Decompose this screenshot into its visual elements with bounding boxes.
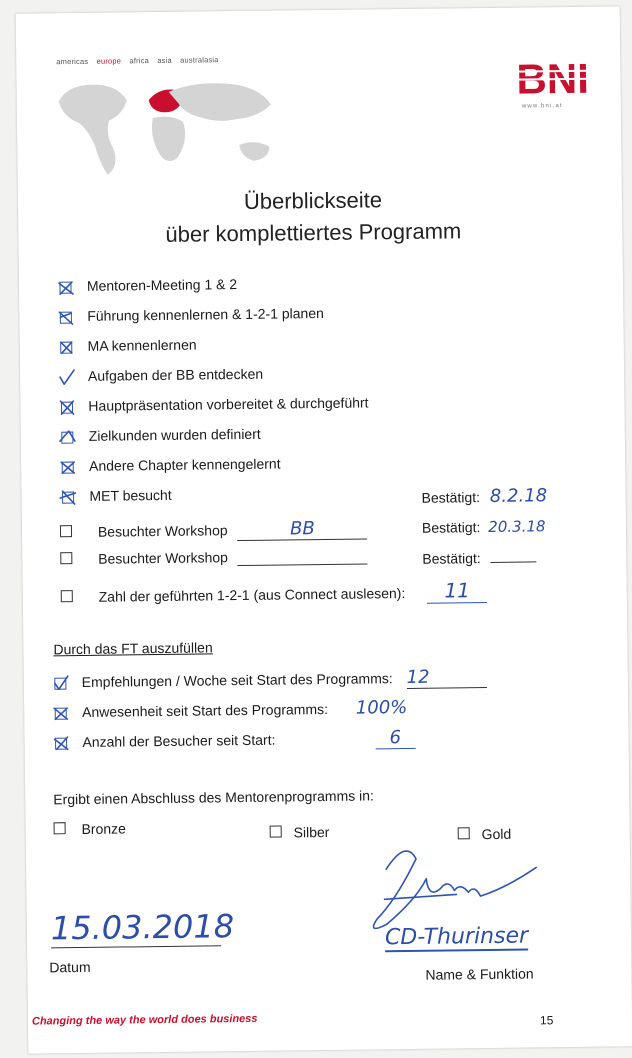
region-americas: americas (56, 56, 89, 67)
checkbox-checked-icon[interactable] (52, 735, 70, 751)
checkbox-icon[interactable] (60, 525, 72, 537)
workshop-label: Besuchter Workshop (98, 549, 229, 567)
checklist-label: MA kennenlernen (87, 336, 197, 354)
page-title-line1: Überblickseite (243, 187, 383, 214)
checklist-item[interactable] (58, 337, 197, 356)
checkbox-icon[interactable] (270, 826, 282, 838)
logo-text: BNI (516, 54, 590, 103)
region-europe: europe (96, 56, 122, 66)
checkbox-checked-icon[interactable] (58, 369, 76, 385)
workshop-value: BB (289, 518, 315, 540)
checkbox-checked-icon[interactable] (57, 309, 75, 325)
checklist-item[interactable] (59, 487, 171, 506)
checklist-label: Zielkunden wurden definiert (88, 425, 261, 444)
checkbox-icon[interactable] (54, 822, 66, 834)
bni-logo (510, 49, 591, 104)
one-to-one-label: Zahl der geführten 1-2-1 (aus Connect auslesen): (98, 585, 406, 605)
checkbox-checked-icon[interactable] (52, 675, 70, 691)
world-map-image (48, 68, 285, 181)
confirmed-label: Bestätigt: (421, 519, 481, 536)
date-label: Datum (49, 958, 91, 976)
date-value: 15.03.2018 (50, 907, 235, 948)
checkbox-checked-icon[interactable] (59, 489, 77, 505)
checklist-item[interactable] (58, 394, 368, 415)
workshop1-confirmation (422, 517, 546, 537)
workshop-input[interactable] (238, 547, 368, 566)
name-label: Name & Funktion (425, 965, 534, 983)
checklist-label: Mentoren-Meeting 1 & 2 (86, 276, 238, 294)
result-label: Ergibt einen Abschluss des Mentorenprogramms in: (53, 787, 374, 808)
checkbox-icon[interactable] (61, 590, 73, 602)
ft-value[interactable]: 6 (375, 727, 415, 749)
ft-item[interactable] (52, 727, 415, 753)
workshop-row[interactable] (60, 517, 368, 543)
ft-section-heading: Durch das FT auszufüllen (53, 639, 213, 658)
workshop-label: Besuchter Workshop (97, 522, 228, 540)
workshop-input[interactable] (237, 517, 367, 541)
checklist-label: Hauptpräsentation vorbereitet & durchgeführt (88, 394, 369, 414)
checkbox-icon[interactable] (60, 552, 72, 564)
ft-value[interactable]: 100% (355, 696, 408, 719)
workshop2-date[interactable] (491, 561, 537, 563)
checklist-item[interactable] (57, 276, 237, 295)
checkbox-checked-icon[interactable] (58, 399, 76, 415)
one-to-one-value[interactable]: 11 (427, 578, 487, 604)
confirmed-label: Bestätigt: (422, 550, 481, 567)
checkbox-checked-icon[interactable] (57, 279, 75, 295)
region-nav (56, 55, 224, 66)
one-to-one-row[interactable] (61, 578, 488, 608)
region-australasia: australasia (180, 55, 219, 65)
checklist-item[interactable] (59, 426, 261, 446)
checkbox-checked-icon[interactable] (59, 459, 77, 475)
ft-label: Anzahl der Besucher seit Start: (82, 731, 276, 750)
checkbox-checked-icon[interactable] (52, 705, 70, 721)
workshop-row[interactable] (60, 547, 368, 568)
checklist-item[interactable] (59, 456, 281, 476)
ft-value[interactable]: 12 (406, 666, 486, 689)
workshop2-confirmation (422, 549, 536, 566)
checklist-label: Aufgaben der BB entdecken (87, 365, 264, 384)
result-option-bronze[interactable] (54, 820, 126, 837)
ft-label: Empfehlungen / Woche seit Start des Programms: (81, 670, 393, 690)
page-number: 15 (539, 1013, 554, 1028)
checklist-label: MET besucht (89, 486, 172, 504)
result-option-silber[interactable] (270, 824, 330, 841)
checkbox-checked-icon[interactable] (59, 429, 77, 445)
result-option-label: Bronze (81, 820, 126, 837)
page-title-line2: über komplettiertes Programm (165, 218, 462, 247)
document-page (16, 6, 632, 1053)
name-value: CD-Thurinser (384, 923, 529, 951)
checklist-label: Führung kennenlernen & 1-2-1 planen (87, 304, 324, 324)
region-africa: africa (129, 56, 150, 66)
met-date: 8.2.18 (489, 485, 548, 507)
footer-tagline: Changing the way the world does business (31, 1012, 258, 1028)
ft-label: Anwesenheit seit Start des Programms: (81, 700, 329, 720)
checklist-item[interactable] (57, 305, 324, 326)
met-confirmation (421, 485, 547, 508)
checklist-label: Andere Chapter kennengelernt (88, 455, 281, 474)
ft-item[interactable] (52, 697, 407, 722)
workshop1-date: 20.3.18 (488, 517, 546, 536)
checkbox-checked-icon[interactable] (58, 339, 76, 355)
checklist-item[interactable] (58, 366, 263, 386)
result-option-label: Silber (293, 823, 330, 841)
ft-item[interactable] (52, 666, 487, 693)
result-option-label: Gold (481, 825, 512, 843)
confirmed-label: Bestätigt: (421, 489, 481, 506)
region-asia: asia (157, 55, 172, 66)
bni-logo-mark (510, 49, 591, 104)
logo-url: www.bni.at (521, 103, 563, 110)
